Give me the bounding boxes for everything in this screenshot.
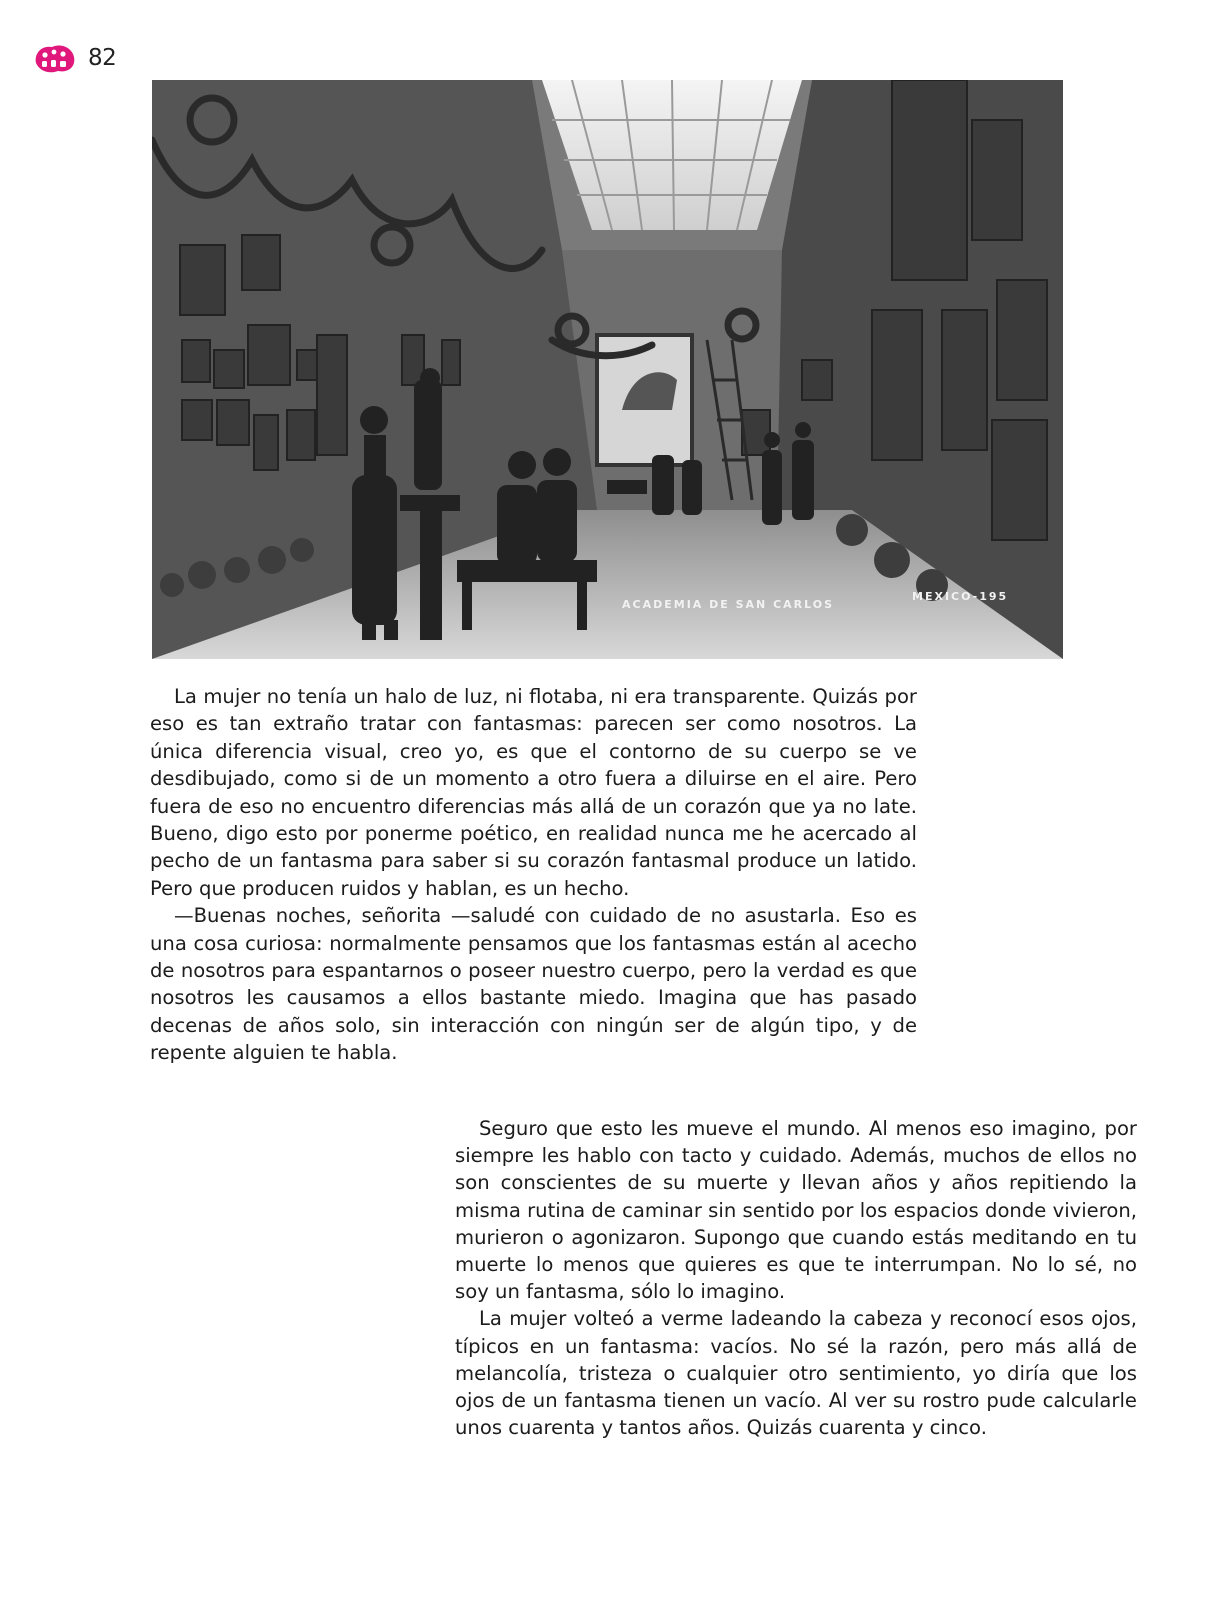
paragraph: Seguro que esto les mueve el mundo. Al menos eso imagino, por siempre les hablo con tacto y cuidado. Además, muchos de ellos no son conscientes de su muerte y llevan años y años repitiendo la misma rutina de caminar sin sentido por los espacios donde vivieron, murieron o agonizaron. Supongo que cuando estás meditando en tu muerte lo menos que quieres es que te interrumpan. No lo sé, no soy un fantasma, sólo lo imagino. xyxy=(455,1117,1137,1304)
page-header xyxy=(32,40,116,76)
museum-gallery-illustration xyxy=(152,80,1063,659)
gallery-photograph xyxy=(152,80,1063,659)
text-column-lower xyxy=(455,1115,1137,1441)
page-number: 82 xyxy=(88,45,117,71)
paragraph: La mujer no tenía un halo de luz, ni flotaba, ni era transparente. Quizás por eso es tan extraño tratar con fantasmas: parecen ser como nosotros. La única diferencia visual, creo yo, es que el contorno de su cuerpo se ve desdibujado, como si de un momento a otro fuera a diluirse en el aire. Pero fuera de eso no encuentro diferencias más allá de un corazón que ya no late. Bueno, digo esto por ponerme poético, en realidad nunca me he acercado al pecho de un fantasma para saber si su corazón fantasmal produce un latido. Pero que producen ruidos y hablan, es un hecho. xyxy=(150,685,917,900)
paragraph: La mujer volteó a verme ladeando la cabeza y reconocí esos ojos, típicos en un fantasma: vacíos. No sé la razón, pero más allá de melancolía, tristeza o cualquier otro sentimiento, yo diría que los ojos de un fantasma tienen un vacío. Al ver su rostro pude calcularle unos cuarenta y tantos años. Quizás cuarenta y cinco. xyxy=(455,1307,1137,1440)
publisher-logo-icon xyxy=(32,41,78,75)
paragraph: —Buenas noches, señorita —saludé con cuidado de no asustarla. Eso es una cosa curiosa: normalmente pensamos que los fantasmas están al acecho de nosotros para espantarnos o poseer nuestro cuerpo, pero la verdad es que nosotros les causamos a ellos bastante miedo. Imagina que has pasado decenas de años solo, sin interacción con ningún ser de algún tipo, y de repente alguien te habla. xyxy=(150,904,917,1065)
photo-stamp: MEXICO-195 xyxy=(912,590,1009,603)
text-column-upper xyxy=(150,683,917,1067)
photo-caption: ACADEMIA DE SAN CARLOS xyxy=(622,598,835,611)
